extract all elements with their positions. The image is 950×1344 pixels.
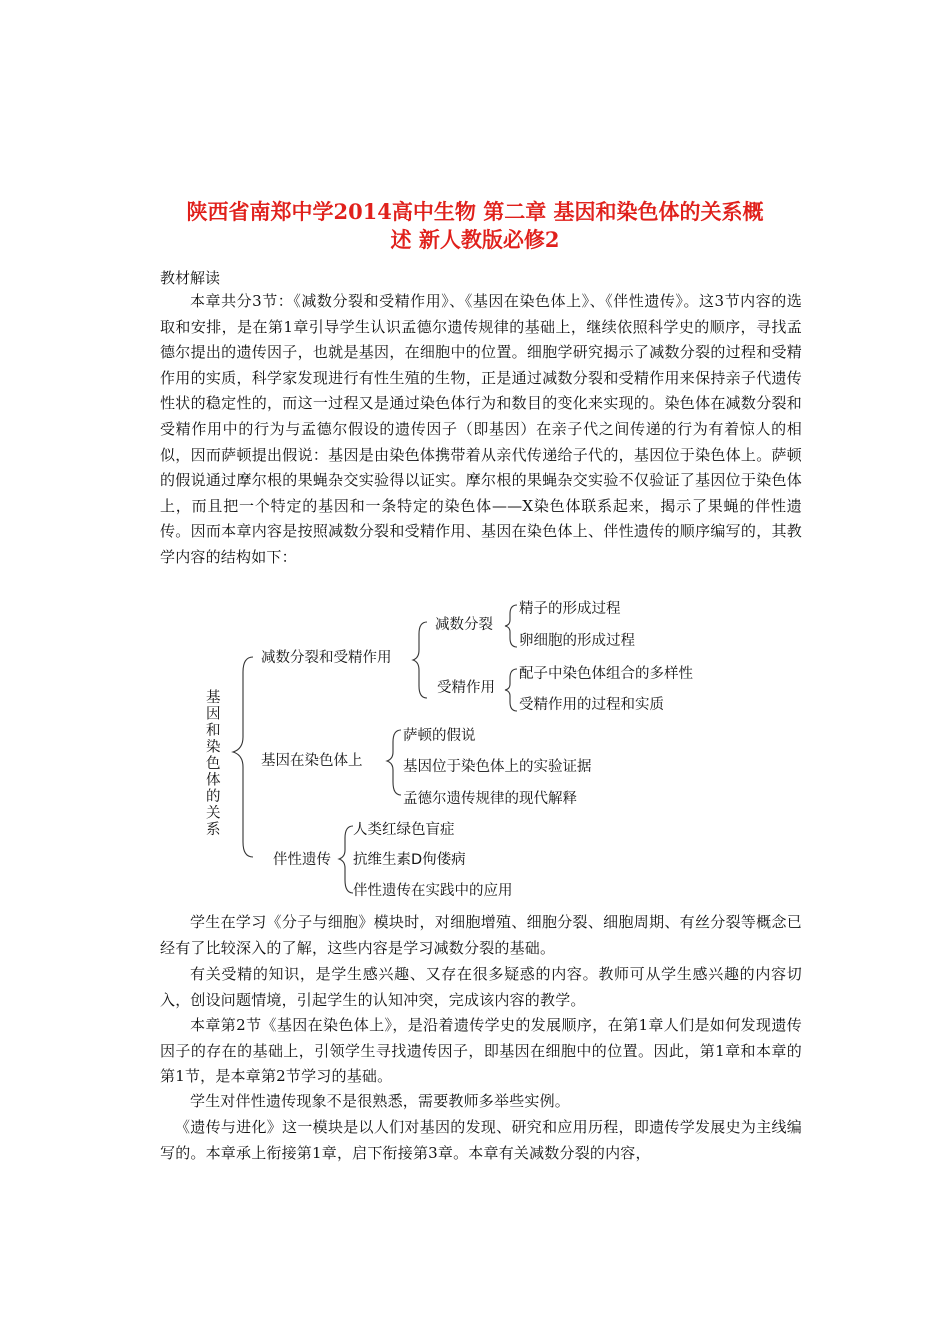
brace-branch-1 [413, 622, 427, 698]
brace-branch-3 [339, 826, 353, 893]
root-label-char: 和 [206, 723, 221, 739]
diagram-root-label [206, 688, 221, 838]
paragraph-3: 本章第2节《基因在染色体上》，是沿着遗传学史的发展顺序，在第1章人们是如何发现遗传因子的存在的基础上，引领学生寻找遗传因子，即基因在细胞中的位置。因此，第1章和本章的第1节，是本章第2节学习的基础。 [160, 1016, 802, 1086]
leaf-fertilization-process: 受精作用的过程和实质 [519, 697, 664, 713]
leaf-vitamin-d-rickets: 抗维生素D佝偻病 [353, 852, 466, 868]
leaf-practical-application: 伴性遗传在实践中的应用 [353, 883, 513, 899]
paragraph-5: 《遗传与进化》这一模块是以人们对基因的发现、研究和应用历程，即遗传学发展史为主线编写的。本章承上衔接第1章，启下衔接第3章。本章有关减数分裂的内容， [160, 1118, 802, 1162]
brace-branch-2 [387, 730, 401, 795]
title-line-2: 述 新人教版必修2 [390, 227, 560, 252]
leaf-experimental-evidence: 基因位于染色体上的实验证据 [403, 759, 592, 775]
brace-level-1 [233, 657, 253, 857]
root-label-char: 系 [206, 822, 221, 838]
sub-fertilization: 受精作用 [437, 680, 495, 696]
document-title [160, 198, 790, 254]
section-heading: 教材解读 [160, 269, 221, 287]
paragraph-1: 学生在学习《分子与细胞》模块时，对细胞增殖、细胞分裂、细胞周期、有丝分裂等概念已经有了比较深入的了解，这些内容是学习减数分裂的基础。 [160, 913, 802, 957]
leaf-egg-formation: 卵细胞的形成过程 [519, 633, 635, 649]
leaf-mendel-modern-explanation: 孟德尔遗传规律的现代解释 [403, 791, 577, 807]
sub-meiosis: 减数分裂 [435, 617, 493, 633]
paragraph-4: 学生对伴性遗传现象不是很熟悉，需要教师多举些实例。 [190, 1092, 571, 1110]
structure-diagram [195, 592, 755, 908]
root-label-char: 因 [206, 706, 221, 723]
root-label-char: 的 [206, 789, 221, 805]
brace-fertilization [505, 669, 517, 711]
branch-sex-linked-inheritance: 伴性遗传 [273, 852, 331, 868]
root-label-char: 体 [206, 772, 221, 789]
paragraph-2: 有关受精的知识，是学生感兴趣、又存在很多疑惑的内容。教师可从学生感兴趣的内容切入，创设问题情境，引起学生的认知冲突，完成该内容的教学。 [160, 965, 802, 1009]
root-label-char: 基 [206, 690, 221, 706]
title-line-1: 陕西省南郑中学2014高中生物 第二章 基因和染色体的关系概 [186, 199, 764, 224]
root-label-char: 关 [206, 805, 221, 822]
root-label-char: 染 [206, 739, 221, 756]
root-label-char: 色 [206, 756, 221, 772]
branch-meiosis-fertilization: 减数分裂和受精作用 [261, 650, 392, 666]
leaf-sperm-formation: 精子的形成过程 [519, 601, 621, 617]
intro-paragraph: 本章共分3节：《减数分裂和受精作用》、《基因在染色体上》、《伴性遗传》。这3节内容的选取和安排，是在第1章引导学生认识孟德尔遗传规律的基础上，继续依照科学史的顺序，寻找孟德尔提出的遗传因子，也就是基因，在细胞中的位置。细胞学研究揭示了减数分裂的过程和受精作用的实质，科学家发现进行有性生殖的生物，正是通过减数分裂和受精作用来保持亲子代遗传性状的稳定性的，而这一过程又是通过染色体行为和数目的变化来实现的。染色体在减数分裂和受精作用中的行为与孟德尔假设的遗传因子（即基因）在亲子代之间传递的行为有着惊人的相似，因而萨顿提出假说：基因是由染色体携带着从亲代传递给子代的，基因位于染色体上。萨顿的假说通过摩尔根的果蝇杂交实验得以证实。摩尔根的果蝇杂交实验不仅验证了基因位于染色体上，而且把一个特定的基因和一条特定的染色体——X染色体联系起来，揭示了果蝇的伴性遗传。因而本章内容是按照减数分裂和受精作用、基因在染色体上、伴性遗传的顺序编写的，其教学内容的结构如下： [160, 292, 802, 566]
leaf-gamete-diversity: 配子中染色体组合的多样性 [519, 666, 693, 682]
branch-genes-on-chromosomes: 基因在染色体上 [261, 753, 363, 769]
leaf-color-blindness: 人类红绿色盲症 [353, 822, 455, 838]
brace-meiosis [505, 605, 517, 647]
leaf-sutton-hypothesis: 萨顿的假说 [403, 728, 476, 744]
